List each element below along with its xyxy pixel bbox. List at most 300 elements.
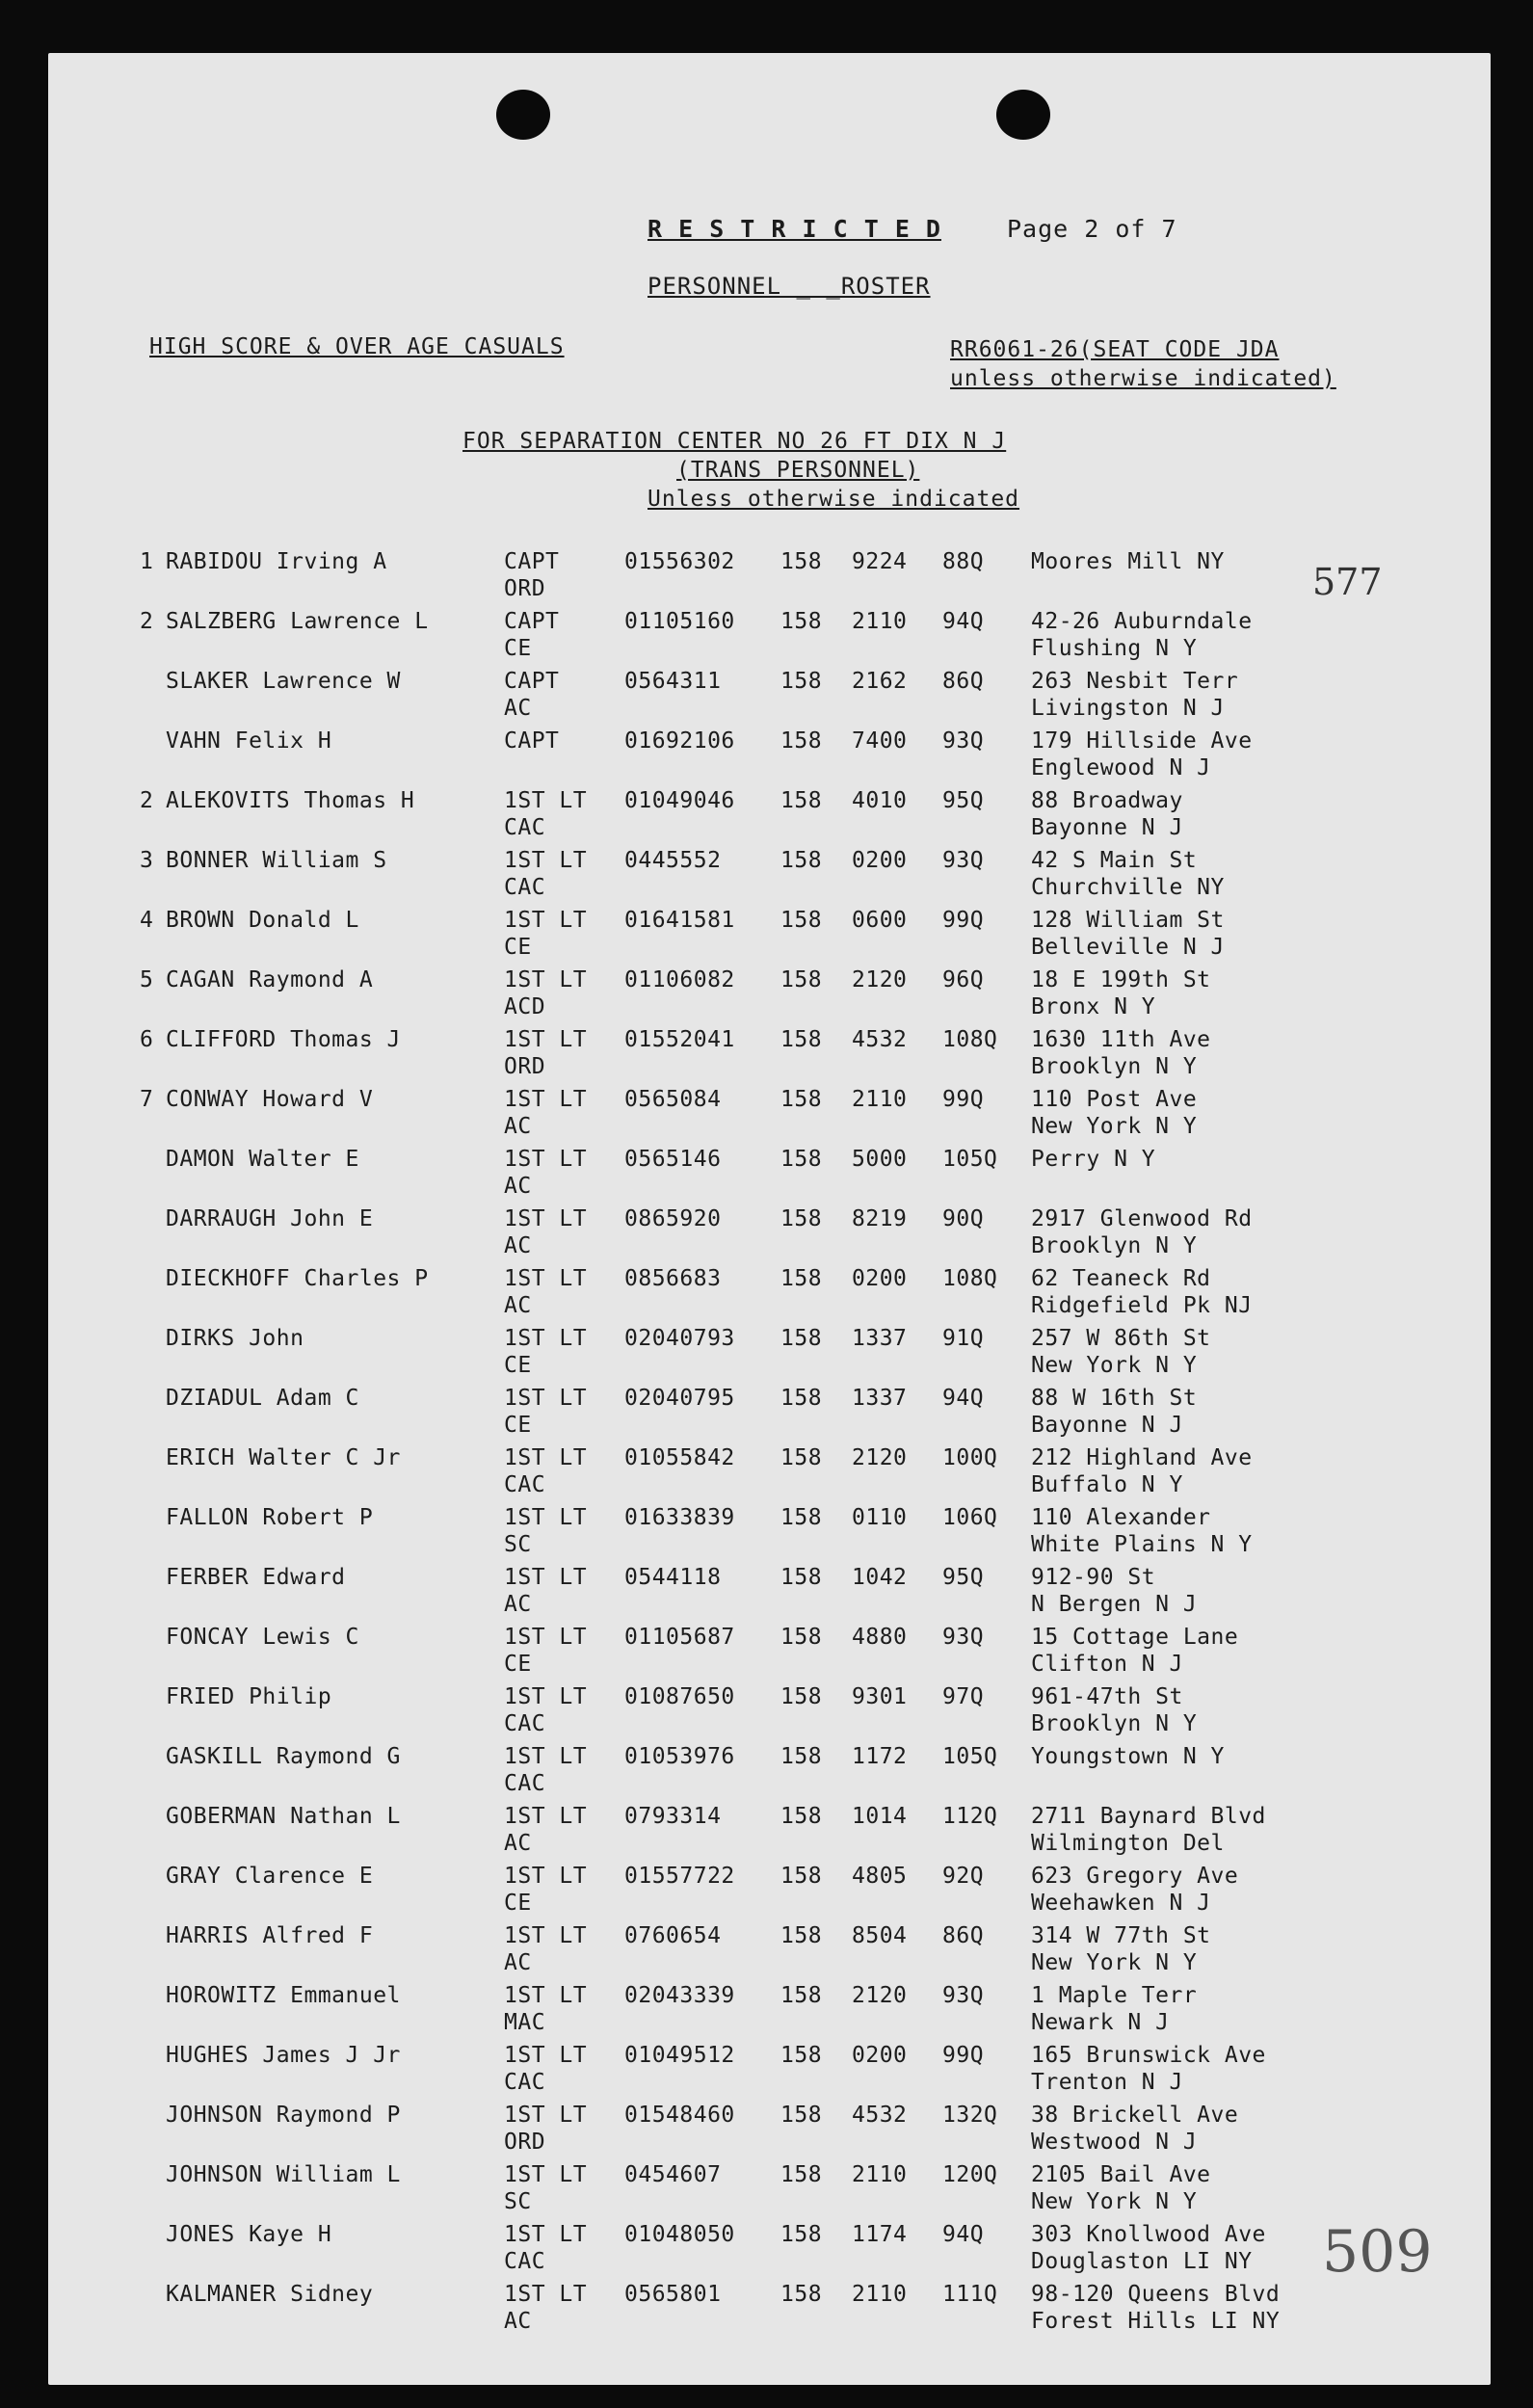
- code-2: 1042: [852, 1565, 908, 1590]
- rank: 1ST LT: [504, 2103, 588, 2128]
- address-line-2: New York N Y: [1031, 1950, 1198, 1975]
- code-1: 158: [780, 788, 823, 813]
- officer-name: FERBER Edward: [166, 1565, 346, 1590]
- officer-name: JOHNSON Raymond P: [166, 2103, 401, 2128]
- code-3: 90Q: [942, 1206, 985, 1231]
- code-2: 2120: [852, 1445, 908, 1470]
- code-3: 92Q: [942, 1864, 985, 1889]
- code-2: 4532: [852, 2103, 908, 2128]
- row-mark: 1: [140, 549, 154, 574]
- code-3: 108Q: [942, 1266, 998, 1291]
- address-line-1: 62 Teaneck Rd: [1031, 1266, 1211, 1291]
- address-line-1: 2105 Bail Ave: [1031, 2162, 1211, 2187]
- branch: CE: [504, 636, 532, 661]
- table-row: [48, 609, 1491, 667]
- code-3: 95Q: [942, 788, 985, 813]
- code-2: 0200: [852, 2043, 908, 2068]
- code-2: 0600: [852, 908, 908, 933]
- branch: AC: [504, 696, 532, 721]
- document-page: [48, 53, 1491, 2385]
- address-line-1: 2711 Baynard Blvd: [1031, 1804, 1266, 1829]
- serial-number: 0760654: [624, 1923, 722, 1948]
- table-row: [48, 1864, 1491, 1921]
- address-line-2: Bronx N Y: [1031, 994, 1156, 1019]
- code-1: 158: [780, 1565, 823, 1590]
- serial-number: 01105687: [624, 1625, 735, 1650]
- code-1: 158: [780, 669, 823, 694]
- row-mark: 2: [140, 788, 154, 813]
- address-line-1: 912-90 St: [1031, 1565, 1156, 1590]
- code-1: 158: [780, 1147, 823, 1172]
- code-1: 158: [780, 1744, 823, 1769]
- serial-number: 0856683: [624, 1266, 722, 1291]
- officer-name: FONCAY Lewis C: [166, 1625, 359, 1650]
- rank: 1ST LT: [504, 1565, 588, 1590]
- rank: 1ST LT: [504, 1445, 588, 1470]
- officer-name: DARRAUGH John E: [166, 1206, 374, 1231]
- restricted-heading: R E S T R I C T E D: [648, 215, 941, 243]
- officer-name: HUGHES James J Jr: [166, 2043, 401, 2068]
- officer-name: DZIADUL Adam C: [166, 1386, 359, 1411]
- code-1: 158: [780, 1445, 823, 1470]
- address-line-2: New York N Y: [1031, 2189, 1198, 2214]
- table-row: [48, 1505, 1491, 1563]
- roster-category: HIGH SCORE & OVER AGE CASUALS: [149, 334, 565, 359]
- code-2: 1172: [852, 1744, 908, 1769]
- code-1: 158: [780, 848, 823, 873]
- serial-number: 0454607: [624, 2162, 722, 2187]
- code-3: 111Q: [942, 2282, 998, 2307]
- branch: ACD: [504, 994, 546, 1019]
- officer-name: JONES Kaye H: [166, 2222, 332, 2247]
- table-row: [48, 2282, 1491, 2340]
- officer-name: DAMON Walter E: [166, 1147, 359, 1172]
- rank: 1ST LT: [504, 2043, 588, 2068]
- address-line-2: N Bergen N J: [1031, 1592, 1198, 1617]
- code-2: 4805: [852, 1864, 908, 1889]
- table-row: [48, 2043, 1491, 2101]
- address-line-1: 110 Post Ave: [1031, 1087, 1198, 1112]
- code-1: 158: [780, 1326, 823, 1351]
- authority-reference: RR6061-26(SEAT CODE JDA: [950, 337, 1280, 362]
- code-3: 94Q: [942, 2222, 985, 2247]
- code-3: 97Q: [942, 1684, 985, 1709]
- code-3: 99Q: [942, 908, 985, 933]
- table-row: [48, 1027, 1491, 1085]
- officer-name: DIRKS John: [166, 1326, 304, 1351]
- serial-number: 01633839: [624, 1505, 735, 1530]
- officer-name: SALZBERG Lawrence L: [166, 609, 429, 634]
- code-3: 99Q: [942, 2043, 985, 2068]
- code-1: 158: [780, 1864, 823, 1889]
- code-2: 4880: [852, 1625, 908, 1650]
- table-row: [48, 1804, 1491, 1862]
- address-line-2: Weehawken N J: [1031, 1891, 1211, 1916]
- rank: 1ST LT: [504, 788, 588, 813]
- code-3: 105Q: [942, 1744, 998, 1769]
- branch: MAC: [504, 2010, 546, 2035]
- branch: CAC: [504, 815, 546, 840]
- address-line-2: Livingston N J: [1031, 696, 1225, 721]
- table-row: [48, 1326, 1491, 1384]
- serial-number: 0564311: [624, 669, 722, 694]
- address-line-1: 88 Broadway: [1031, 788, 1183, 813]
- address-line-1: 165 Brunswick Ave: [1031, 2043, 1266, 2068]
- code-1: 158: [780, 2043, 823, 2068]
- branch: CAC: [504, 1711, 546, 1736]
- officer-name: BONNER William S: [166, 848, 387, 873]
- table-row: [48, 1923, 1491, 1981]
- table-row: [48, 1684, 1491, 1742]
- serial-number: 01557722: [624, 1864, 735, 1889]
- code-3: 93Q: [942, 848, 985, 873]
- serial-number: 01087650: [624, 1684, 735, 1709]
- address-line-1: 2917 Glenwood Rd: [1031, 1206, 1253, 1231]
- address-line-2: New York N Y: [1031, 1114, 1198, 1139]
- table-row: [48, 2162, 1491, 2220]
- serial-number: 0793314: [624, 1804, 722, 1829]
- code-2: 2110: [852, 1087, 908, 1112]
- code-1: 158: [780, 2282, 823, 2307]
- officer-name: CAGAN Raymond A: [166, 967, 374, 992]
- serial-number: 01548460: [624, 2103, 735, 2128]
- branch: AC: [504, 1233, 532, 1258]
- officer-name: GRAY Clarence E: [166, 1864, 374, 1889]
- code-2: 2120: [852, 1983, 908, 2008]
- table-row: [48, 728, 1491, 786]
- code-1: 158: [780, 2162, 823, 2187]
- serial-number: 0445552: [624, 848, 722, 873]
- code-3: 94Q: [942, 1386, 985, 1411]
- code-3: 86Q: [942, 669, 985, 694]
- branch: ORD: [504, 1054, 546, 1079]
- address-line-1: 42-26 Auburndale: [1031, 609, 1253, 634]
- code-1: 158: [780, 1804, 823, 1829]
- branch: ORD: [504, 2130, 546, 2155]
- code-2: 1337: [852, 1386, 908, 1411]
- address-line-1: 18 E 199th St: [1031, 967, 1211, 992]
- code-2: 2110: [852, 2162, 908, 2187]
- officer-name: RABIDOU Irving A: [166, 549, 387, 574]
- branch: ORD: [504, 576, 546, 601]
- branch: CE: [504, 1353, 532, 1378]
- code-1: 158: [780, 1505, 823, 1530]
- code-1: 158: [780, 1923, 823, 1948]
- address-line-1: 15 Cottage Lane: [1031, 1625, 1239, 1650]
- rank: 1ST LT: [504, 848, 588, 873]
- serial-number: 01053976: [624, 1744, 735, 1769]
- address-line-2: New York N Y: [1031, 1353, 1198, 1378]
- code-1: 158: [780, 1206, 823, 1231]
- rank: CAPT: [504, 669, 560, 694]
- row-mark: 6: [140, 1027, 154, 1052]
- rank: 1ST LT: [504, 1087, 588, 1112]
- serial-number: 02043339: [624, 1983, 735, 2008]
- branch: AC: [504, 1950, 532, 1975]
- rank: 1ST LT: [504, 1625, 588, 1650]
- rank: 1ST LT: [504, 1027, 588, 1052]
- address-line-2: Brooklyn N Y: [1031, 1711, 1198, 1736]
- table-row: [48, 788, 1491, 846]
- table-row: [48, 967, 1491, 1025]
- row-mark: 2: [140, 609, 154, 634]
- address-line-1: 1 Maple Terr: [1031, 1983, 1198, 2008]
- serial-number: 01049512: [624, 2043, 735, 2068]
- code-3: 120Q: [942, 2162, 998, 2187]
- code-3: 100Q: [942, 1445, 998, 1470]
- code-3: 91Q: [942, 1326, 985, 1351]
- address-line-2: Douglaston LI NY: [1031, 2249, 1253, 2274]
- table-row: [48, 1744, 1491, 1802]
- code-1: 158: [780, 2222, 823, 2247]
- code-2: 4532: [852, 1027, 908, 1052]
- row-mark: 5: [140, 967, 154, 992]
- rank: CAPT: [504, 609, 560, 634]
- code-3: 88Q: [942, 549, 985, 574]
- indication-note: Unless otherwise indicated: [648, 487, 1020, 512]
- code-2: 9301: [852, 1684, 908, 1709]
- rank: 1ST LT: [504, 1744, 588, 1769]
- code-3: 93Q: [942, 728, 985, 754]
- officer-name: CONWAY Howard V: [166, 1087, 374, 1112]
- officer-name: SLAKER Lawrence W: [166, 669, 401, 694]
- rank: 1ST LT: [504, 1326, 588, 1351]
- address-line-2: Trenton N J: [1031, 2070, 1183, 2095]
- serial-number: 01055842: [624, 1445, 735, 1470]
- code-2: 2120: [852, 967, 908, 992]
- address-line-2: Newark N J: [1031, 2010, 1170, 2035]
- rank: 1ST LT: [504, 2162, 588, 2187]
- code-2: 8219: [852, 1206, 908, 1231]
- rank: 1ST LT: [504, 1804, 588, 1829]
- address-line-1: 212 Highland Ave: [1031, 1445, 1253, 1470]
- code-2: 5000: [852, 1147, 908, 1172]
- separation-center: FOR SEPARATION CENTER NO 26 FT DIX N J: [463, 429, 1007, 454]
- address-line-1: Moores Mill NY: [1031, 549, 1225, 574]
- address-line-1: Perry N Y: [1031, 1147, 1156, 1172]
- code-3: 132Q: [942, 2103, 998, 2128]
- address-line-1: Youngstown N Y: [1031, 1744, 1225, 1769]
- table-row: [48, 1206, 1491, 1264]
- code-3: 99Q: [942, 1087, 985, 1112]
- branch: CAC: [504, 2249, 546, 2274]
- branch: CE: [504, 1891, 532, 1916]
- rank: 1ST LT: [504, 967, 588, 992]
- rank: 1ST LT: [504, 1505, 588, 1530]
- margin-number-top: 577: [1312, 561, 1383, 603]
- address-line-1: 179 Hillside Ave: [1031, 728, 1253, 754]
- officer-name: DIECKHOFF Charles P: [166, 1266, 429, 1291]
- address-line-1: 303 Knollwood Ave: [1031, 2222, 1266, 2247]
- rank: CAPT: [504, 549, 560, 574]
- address-line-1: 961-47th St: [1031, 1684, 1183, 1709]
- code-3: 93Q: [942, 1983, 985, 2008]
- table-row: [48, 1087, 1491, 1145]
- branch: CE: [504, 1413, 532, 1438]
- code-1: 158: [780, 1684, 823, 1709]
- rank: 1ST LT: [504, 1864, 588, 1889]
- margin-number-bottom: 509: [1322, 2218, 1433, 2286]
- code-1: 158: [780, 967, 823, 992]
- table-row: [48, 1445, 1491, 1503]
- address-line-2: Flushing N Y: [1031, 636, 1198, 661]
- row-mark: 4: [140, 908, 154, 933]
- serial-number: 0565084: [624, 1087, 722, 1112]
- code-2: 1014: [852, 1804, 908, 1829]
- serial-number: 01048050: [624, 2222, 735, 2247]
- punch-hole-left: [496, 90, 550, 140]
- branch: CAC: [504, 1771, 546, 1796]
- code-2: 0110: [852, 1505, 908, 1530]
- branch: AC: [504, 1592, 532, 1617]
- rank: 1ST LT: [504, 1266, 588, 1291]
- officer-name: BROWN Donald L: [166, 908, 359, 933]
- code-1: 158: [780, 728, 823, 754]
- address-line-2: Englewood N J: [1031, 755, 1211, 781]
- address-line-2: White Plains N Y: [1031, 1532, 1253, 1557]
- serial-number: 0565801: [624, 2282, 722, 2307]
- address-line-2: Clifton N J: [1031, 1652, 1183, 1677]
- code-3: 86Q: [942, 1923, 985, 1948]
- rank: 1ST LT: [504, 1923, 588, 1948]
- code-2: 4010: [852, 788, 908, 813]
- serial-number: 01105160: [624, 609, 735, 634]
- address-line-2: Churchville NY: [1031, 875, 1225, 900]
- rank: 1ST LT: [504, 1983, 588, 2008]
- branch: SC: [504, 2189, 532, 2214]
- address-line-1: 110 Alexander: [1031, 1505, 1211, 1530]
- table-row: [48, 2103, 1491, 2160]
- code-1: 158: [780, 549, 823, 574]
- serial-number: 01552041: [624, 1027, 735, 1052]
- branch: AC: [504, 1114, 532, 1139]
- table-row: [48, 2222, 1491, 2280]
- address-line-1: 128 William St: [1031, 908, 1225, 933]
- code-2: 8504: [852, 1923, 908, 1948]
- serial-number: 02040795: [624, 1386, 735, 1411]
- rank: 1ST LT: [504, 2282, 588, 2307]
- serial-number: 01641581: [624, 908, 735, 933]
- serial-number: 0565146: [624, 1147, 722, 1172]
- address-line-2: Wilmington Del: [1031, 1831, 1225, 1856]
- address-line-2: Bayonne N J: [1031, 815, 1183, 840]
- branch: SC: [504, 1532, 532, 1557]
- officer-name: CLIFFORD Thomas J: [166, 1027, 401, 1052]
- branch: AC: [504, 1174, 532, 1199]
- code-3: 96Q: [942, 967, 985, 992]
- officer-name: ERICH Walter C Jr: [166, 1445, 401, 1470]
- code-1: 158: [780, 2103, 823, 2128]
- code-2: 0200: [852, 1266, 908, 1291]
- code-1: 158: [780, 1266, 823, 1291]
- table-row: [48, 549, 1491, 607]
- officer-name: JOHNSON William L: [166, 2162, 401, 2187]
- serial-number: 01049046: [624, 788, 735, 813]
- table-row: [48, 1147, 1491, 1204]
- code-2: 2110: [852, 2282, 908, 2307]
- branch: AC: [504, 1831, 532, 1856]
- table-row: [48, 1625, 1491, 1682]
- address-line-1: 38 Brickell Ave: [1031, 2103, 1239, 2128]
- branch: AC: [504, 2309, 532, 2334]
- rank: 1ST LT: [504, 1684, 588, 1709]
- table-row: [48, 848, 1491, 906]
- branch: CE: [504, 1652, 532, 1677]
- officer-name: GASKILL Raymond G: [166, 1744, 401, 1769]
- code-1: 158: [780, 1983, 823, 2008]
- table-row: [48, 1565, 1491, 1623]
- table-row: [48, 1983, 1491, 2041]
- table-row: [48, 1266, 1491, 1324]
- code-3: 95Q: [942, 1565, 985, 1590]
- rank: 1ST LT: [504, 1386, 588, 1411]
- serial-number: 01556302: [624, 549, 735, 574]
- serial-number: 02040793: [624, 1326, 735, 1351]
- address-line-2: Brooklyn N Y: [1031, 1233, 1198, 1258]
- branch: CE: [504, 935, 532, 960]
- rank: CAPT: [504, 728, 560, 754]
- address-line-1: 263 Nesbit Terr: [1031, 669, 1239, 694]
- officer-name: FRIED Philip: [166, 1684, 332, 1709]
- address-line-1: 88 W 16th St: [1031, 1386, 1198, 1411]
- code-1: 158: [780, 1625, 823, 1650]
- code-1: 158: [780, 1087, 823, 1112]
- code-2: 2162: [852, 669, 908, 694]
- code-1: 158: [780, 908, 823, 933]
- serial-number: 0865920: [624, 1206, 722, 1231]
- code-3: 106Q: [942, 1505, 998, 1530]
- code-3: 93Q: [942, 1625, 985, 1650]
- code-2: 1174: [852, 2222, 908, 2247]
- personnel-type: (TRANS PERSONNEL): [676, 458, 920, 483]
- roster-heading: PERSONNEL _ _ROSTER: [648, 273, 931, 300]
- code-2: 2110: [852, 609, 908, 634]
- punch-hole-right: [996, 90, 1050, 140]
- officer-name: KALMANER Sidney: [166, 2282, 374, 2307]
- row-mark: 7: [140, 1087, 154, 1112]
- address-line-2: Forest Hills LI NY: [1031, 2309, 1281, 2334]
- serial-number: 01692106: [624, 728, 735, 754]
- serial-number: 01106082: [624, 967, 735, 992]
- page-indicator: Page 2 of 7: [1007, 215, 1177, 243]
- address-line-1: 1630 11th Ave: [1031, 1027, 1211, 1052]
- officer-name: ALEKOVITS Thomas H: [166, 788, 415, 813]
- code-3: 112Q: [942, 1804, 998, 1829]
- branch: CAC: [504, 2070, 546, 2095]
- address-line-2: Westwood N J: [1031, 2130, 1198, 2155]
- row-mark: 3: [140, 848, 154, 873]
- authority-note: unless otherwise indicated): [950, 366, 1336, 391]
- branch: CAC: [504, 875, 546, 900]
- address-line-2: Brooklyn N Y: [1031, 1054, 1198, 1079]
- rank: 1ST LT: [504, 2222, 588, 2247]
- code-3: 108Q: [942, 1027, 998, 1052]
- officer-name: GOBERMAN Nathan L: [166, 1804, 401, 1829]
- officer-name: VAHN Felix H: [166, 728, 332, 754]
- code-3: 94Q: [942, 609, 985, 634]
- rank: 1ST LT: [504, 1206, 588, 1231]
- rank: 1ST LT: [504, 908, 588, 933]
- code-2: 0200: [852, 848, 908, 873]
- address-line-2: Bayonne N J: [1031, 1413, 1183, 1438]
- code-2: 1337: [852, 1326, 908, 1351]
- code-3: 105Q: [942, 1147, 998, 1172]
- address-line-2: Buffalo N Y: [1031, 1472, 1183, 1497]
- table-row: [48, 669, 1491, 727]
- address-line-1: 257 W 86th St: [1031, 1326, 1211, 1351]
- officer-name: HOROWITZ Emmanuel: [166, 1983, 401, 2008]
- address-line-1: 42 S Main St: [1031, 848, 1198, 873]
